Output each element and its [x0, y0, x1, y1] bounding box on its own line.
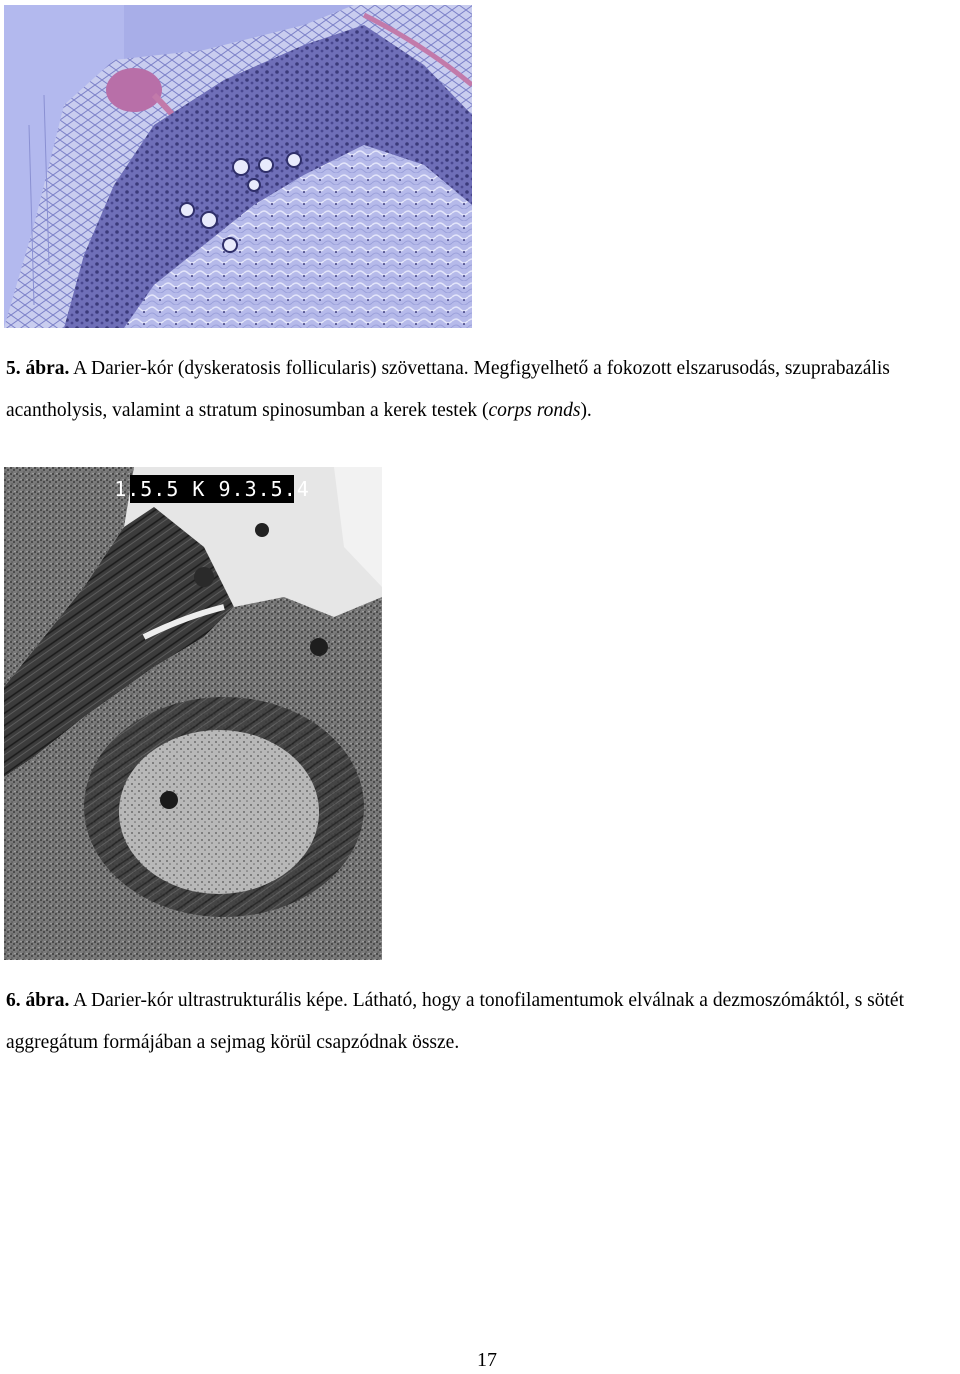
micrograph-code: 1.5.5 K 9.3.5.4: [114, 477, 310, 501]
figure-5-caption: [6, 348, 958, 432]
figure-5-label: 5. ábra.: [6, 358, 70, 379]
figure-5-caption-text: A Darier-kór (dyskeratosis follicularis) szövettana. Megfigyelhető a fokozott elszarusodás, szuprabazális acantholysis, valamint a stratum spinosumban a kerek testek (: [6, 358, 890, 421]
electron-micrograph: [4, 467, 382, 960]
page-number: 17: [477, 1349, 497, 1371]
figure-5-caption-italic: corps ronds: [488, 400, 581, 421]
figure-6-label: 6. ábra.: [6, 990, 70, 1011]
figure-5-caption-end: ).: [580, 400, 592, 421]
figure-6-caption-text: A Darier-kór ultrastrukturális képe. Látható, hogy a tonofilamentumok elválnak a dezmoszómáktól, s sötét aggregátum formájában a sejmag körül csapzódnak össze.: [6, 990, 905, 1053]
figure-6-caption: [6, 980, 958, 1064]
histology-micrograph: [4, 5, 472, 328]
